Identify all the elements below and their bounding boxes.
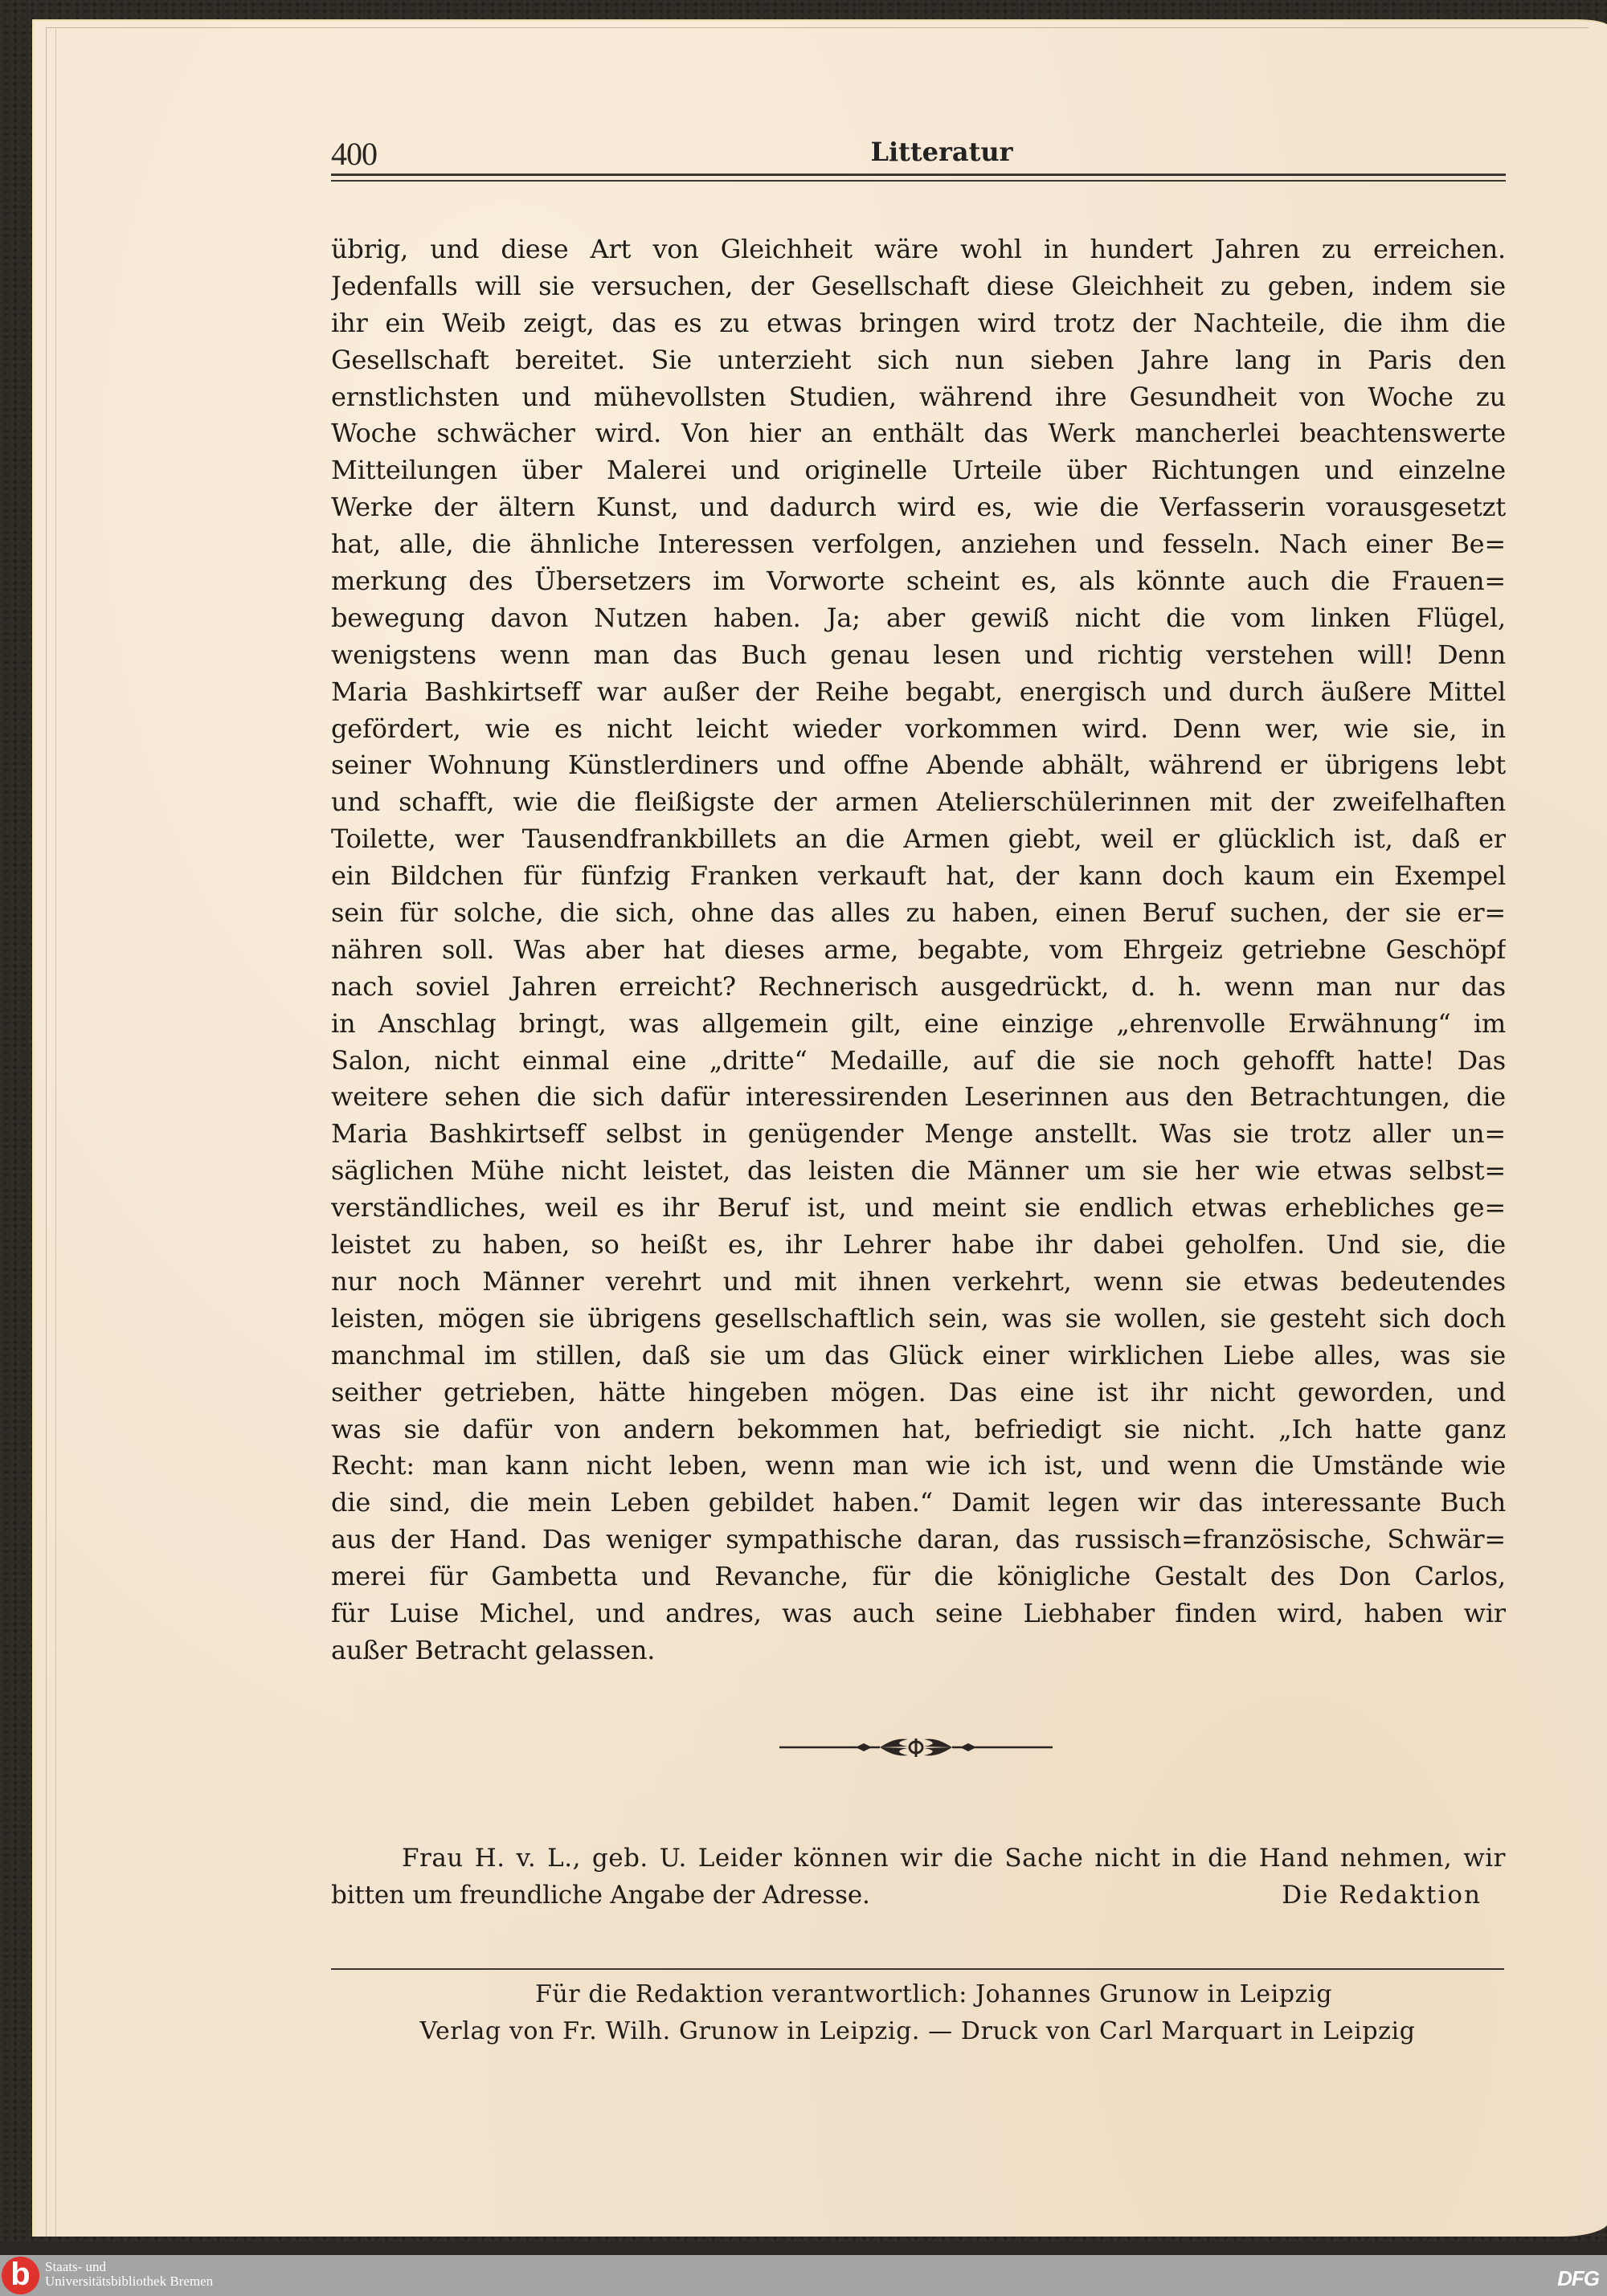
text-line: Mitteilungen über Malerei und originelle Urteile über Richtungen und einzelne (331, 455, 1506, 486)
page-edge-rule (46, 27, 47, 2237)
dfg-logo-icon[interactable]: DFG (1557, 2266, 1599, 2290)
page-edge-rule (55, 27, 57, 2237)
text-line: Salon, nicht einmal eine „dritte“ Medaille, auf die sie noch gehofft hatte! Das (331, 1044, 1506, 1076)
editorial-note (331, 1840, 1506, 1914)
note-text: bitten um freundliche Angabe der Adresse. (331, 1881, 870, 1910)
text-line: für Luise Michel, und andres, was auch seine Liebhaber finden wird, haben wir (331, 1597, 1506, 1628)
ornament-leaf-right-up (924, 1739, 952, 1747)
text-line: leistet zu haben, so heißt es, ihr Lehrer habe ihr dabei geholfen. Und sie, die (331, 1229, 1506, 1260)
text-line: in Anschlag bringt, was allgemein gilt, eine einzige „ehrenvolle Erwähnung“ im (331, 1007, 1506, 1039)
text-line: Gesellschaft bereitet. Sie unterzieht sich nun sieben Jahre lang in Paris den (331, 344, 1506, 375)
text-line: hat, alle, die ähnliche Interessen verfolgen, anziehen und fesseln. Nach einer Be= (331, 529, 1506, 560)
imprint (331, 1976, 1504, 2050)
text-line: seither getrieben, hätte hingeben mögen. Das eine ist ihr nicht geworden, und (331, 1376, 1506, 1407)
imprint-responsible-editor: Für die Redaktion verantwortlich: Johannes Grunow in Leipzig (534, 1980, 1333, 2008)
text-line: Toilette, wer Tausendfrankbillets an die Armen giebt, weil er glücklich ist, daß er (331, 823, 1506, 855)
footer-rule (331, 1968, 1504, 1970)
ornament-leaf-left-down (880, 1747, 908, 1755)
text-line: die sind, die mein Leben gebildet haben.“ Damit legen wir das interessante Buch (331, 1487, 1506, 1518)
text-line: Maria Bashkirtseff selbst in genügender Menge anstellt. Was sie trotz aller un= (331, 1118, 1506, 1150)
text-line: merei für Gambetta und Revanche, für die königliche Gestalt des Don Carlos, (331, 1561, 1506, 1592)
page-edge-rule (46, 27, 1589, 28)
text-line: nur noch Männer verehrt und mit ihnen verkehrt, wenn sie etwas bedeutendes (331, 1265, 1506, 1297)
text-line: ernstlichsten und mühevollsten Studien, während ihre Gesundheit von Woche zu (331, 381, 1506, 412)
text-line: ein Bildchen für fünfzig Franken verkauft hat, der kann doch kaum ein Exempel (331, 860, 1506, 892)
ornament-leaf-right-down (924, 1747, 952, 1755)
ornament-diamond-left (856, 1743, 872, 1751)
library-logo-icon[interactable]: b (2, 2257, 39, 2294)
text-line: außer Betracht gelassen. (331, 1634, 656, 1665)
text-line: aus der Hand. Das weniger sympathische daran, das russisch=französische, Schwär= (331, 1524, 1506, 1555)
library-name (45, 2260, 213, 2289)
text-line: wenigstens wenn man das Buch genau lesen und richtig verstehen will! Denn (331, 639, 1506, 670)
text-line: leisten, mögen sie übrigens gesellschaftlich sein, was sie wollen, sie gesteht sich doch (331, 1302, 1506, 1334)
text-line: bewegung davon Nutzen haben. Ja; aber gewiß nicht die vom linken Flügel, (331, 602, 1506, 633)
text-line: Jedenfalls will sie versuchen, der Gesellschaft diese Gleichheit zu geben, indem sie (331, 270, 1506, 301)
body-text (331, 231, 1506, 1669)
running-title: Litteratur (870, 137, 1013, 167)
text-line: weitere sehen die sich dafür interessirenden Leserinnen aus den Betrachtungen, die (331, 1081, 1506, 1113)
page-number: 400 (331, 136, 377, 172)
library-name-line: Staats- und (45, 2259, 107, 2274)
text-line: was sie dafür von andern bekommen hat, befriedigt sie nicht. „Ich hatte ganz (331, 1413, 1506, 1444)
institution-bar (0, 2255, 1607, 2296)
text-line: säglichen Mühe nicht leistet, das leisten die Männer um sie her wie etwas selbst= (331, 1155, 1506, 1187)
text-line: Recht: man kann nicht leben, wenn man wie ich ist, und wenn die Umstände wie (331, 1450, 1506, 1481)
text-line: übrig, und diese Art von Gleichheit wäre wohl in hundert Jahren zu erreichen. (331, 234, 1506, 264)
running-head (331, 135, 1504, 175)
text-line: manchmal im stillen, daß sie um das Glück einer wirklichen Liebe alles, was sie (331, 1339, 1506, 1371)
text-line: Maria Bashkirtseff war außer der Reihe begabt, energisch und durch äußere Mittel (331, 676, 1506, 707)
library-name-line: Universitätsbibliothek Bremen (45, 2274, 214, 2289)
text-line: verständliches, weil es ihr Beruf ist, und meint sie endlich etwas erhebliches ge= (331, 1192, 1506, 1224)
imprint-publisher-printer: Verlag von Fr. Wilh. Grunow in Leipzig. — Druck von Carl Marquart in Leipzig (419, 2017, 1416, 2045)
note-signature: Die Redaktion (1282, 1881, 1482, 1910)
text-line: Woche schwächer wird. Von hier an enthält das Werk mancherlei beachtenswerte (331, 418, 1506, 449)
text-line: ihr ein Weib zeigt, das es zu etwas bringen wird trotz der Nachteile, die ihm die (331, 307, 1506, 338)
text-line: Werke der ältern Kunst, und dadurch wird es, wie die Verfasserin vorausgesetzt (331, 492, 1506, 523)
ornament-leaf-left-up (880, 1739, 908, 1747)
note-line: Frau H. v. L., geb. U. Leider können wir die Sache nicht in die Hand nehmen, wir (402, 1844, 1506, 1873)
text-line: seiner Wohnung Künstlerdiners und offne Abende abhält, während er übrigens lebt (331, 750, 1506, 781)
text-line: gefördert, wie es nicht leicht wieder vorkommen wird. Denn wer, wie sie, in (331, 713, 1506, 744)
text-line: nach soviel Jahren erreicht? Rechnerisch ausgedrückt, d. h. wenn man nur das (331, 970, 1506, 1002)
text-line: merkung des Übersetzers im Vorworte scheint es, als könnte auch die Frauen= (331, 566, 1506, 597)
text-line: sein für solche, die sich, ohne das alles zu haben, einen Beruf suchen, der sie er= (331, 897, 1506, 929)
text-line: und schafft, wie die fleißigste der armen Atelierschülerinnen mit der zweifelhaften (331, 786, 1506, 818)
note-line (331, 1877, 1506, 1914)
text-line: nähren soll. Was aber hat dieses arme, begabte, vom Ehrgeiz getriebne Geschöpf (331, 934, 1506, 965)
header-double-rule (331, 174, 1506, 182)
fleuron-divider-icon (779, 1731, 1053, 1763)
